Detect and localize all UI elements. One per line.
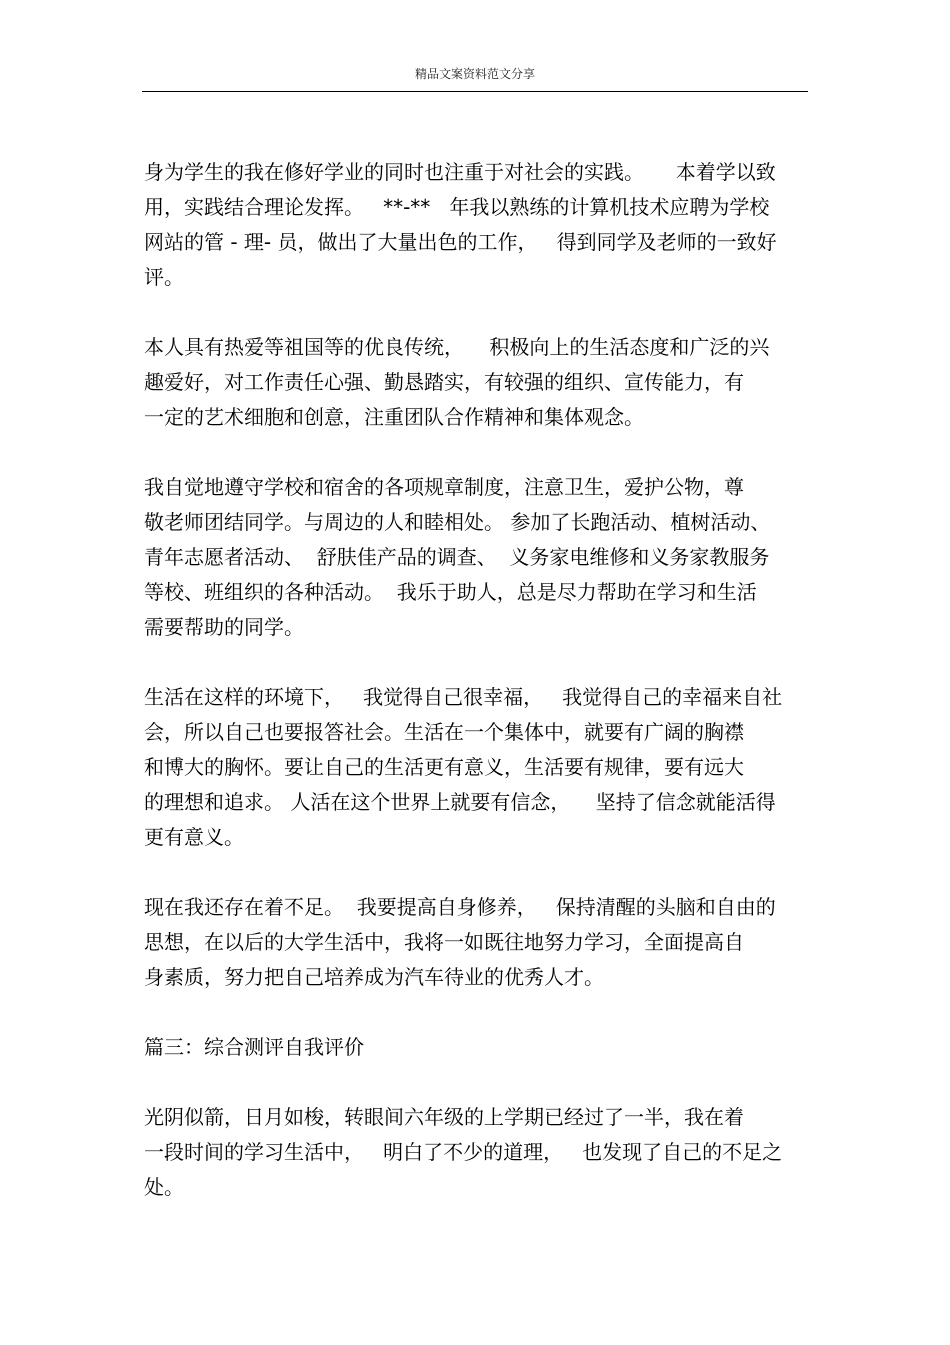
paragraph-character	[144, 330, 804, 435]
text-line: 趣爱好，对工作责任心强、勤恳踏实，有较强的组织、宣传能力，有	[144, 370, 744, 394]
paragraph-society	[144, 680, 804, 855]
text-line: 评。	[144, 265, 184, 289]
text-line: 更有意义。	[144, 825, 244, 849]
text-line: 身素质，努力把自己培养成为汽车待业的优秀人才。	[144, 965, 604, 989]
text-line: 一段时间的学习生活中， 明白了不少的道理， 也发现了自己的不足之	[144, 1140, 783, 1164]
paragraph-time	[144, 1100, 804, 1205]
text-line: 需要帮助的同学。	[144, 615, 304, 639]
text-line: 一定的艺术细胞和创意，注重团队合作精神和集体观念。	[144, 405, 644, 429]
text-line: 敬老师团结同学。与周边的人和睦相处。 参加了长跑活动、植树活动、	[144, 510, 771, 534]
text-line: 生活在这样的环境下， 我觉得自己很幸福， 我觉得自己的幸福来自社	[144, 685, 783, 709]
text-line: 用，实践结合理论发挥。 **-** 年我以熟练的计算机技术应聘为学校	[144, 195, 770, 219]
document-body	[144, 155, 804, 1240]
text-line: 光阴似箭，日月如梭，转眼间六年级的上学期已经过了一半，我在着	[144, 1105, 744, 1129]
section-title: 篇三：综合测评自我评价	[144, 1035, 364, 1059]
page-header: 精品文案资料范文分享	[414, 67, 535, 81]
text-line: 现在我还存在着不足。 我要提高自身修养， 保持清醒的头脑和自由的	[144, 895, 776, 919]
text-line: 本人具有热爱等祖国等的优良传统， 积极向上的生活态度和广泛的兴	[144, 335, 770, 359]
text-line: 我自觉地遵守学校和宿舍的各项规章制度，注意卫生，爱护公物，尊	[144, 475, 744, 499]
paragraph-conduct	[144, 470, 804, 645]
text-line: 身为学生的我在修好学业的同时也注重于对社会的实践。 本着学以致	[144, 160, 776, 184]
text-line: 处。	[144, 1175, 184, 1199]
paragraph-practice	[144, 155, 804, 295]
text-line: 等校、班组织的各种活动。 我乐于助人，总是尽力帮助在学习和生活	[144, 580, 757, 604]
text-line: 会，所以自己也要报答社会。生活在一个集体中，就要有广阔的胸襟	[144, 720, 744, 744]
text-line: 思想，在以后的大学生活中，我将一如既往地努力学习，全面提高自	[144, 930, 744, 954]
text-line: 网站的管 - 理- 员，做出了大量出色的工作， 得到同学及老师的一致好	[144, 230, 777, 254]
header-divider	[142, 91, 808, 92]
text-line: 和博大的胸怀。要让自己的生活更有意义，生活要有规律，要有远大	[144, 755, 744, 779]
text-line: 的理想和追求。 人活在这个世界上就要有信念， 坚持了信念就能活得	[144, 790, 776, 814]
paragraph-shortcomings	[144, 890, 804, 995]
section-heading	[144, 1030, 804, 1065]
text-line: 青年志愿者活动、 舒肤佳产品的调查、 义务家电维修和义务家教服务	[144, 545, 770, 569]
